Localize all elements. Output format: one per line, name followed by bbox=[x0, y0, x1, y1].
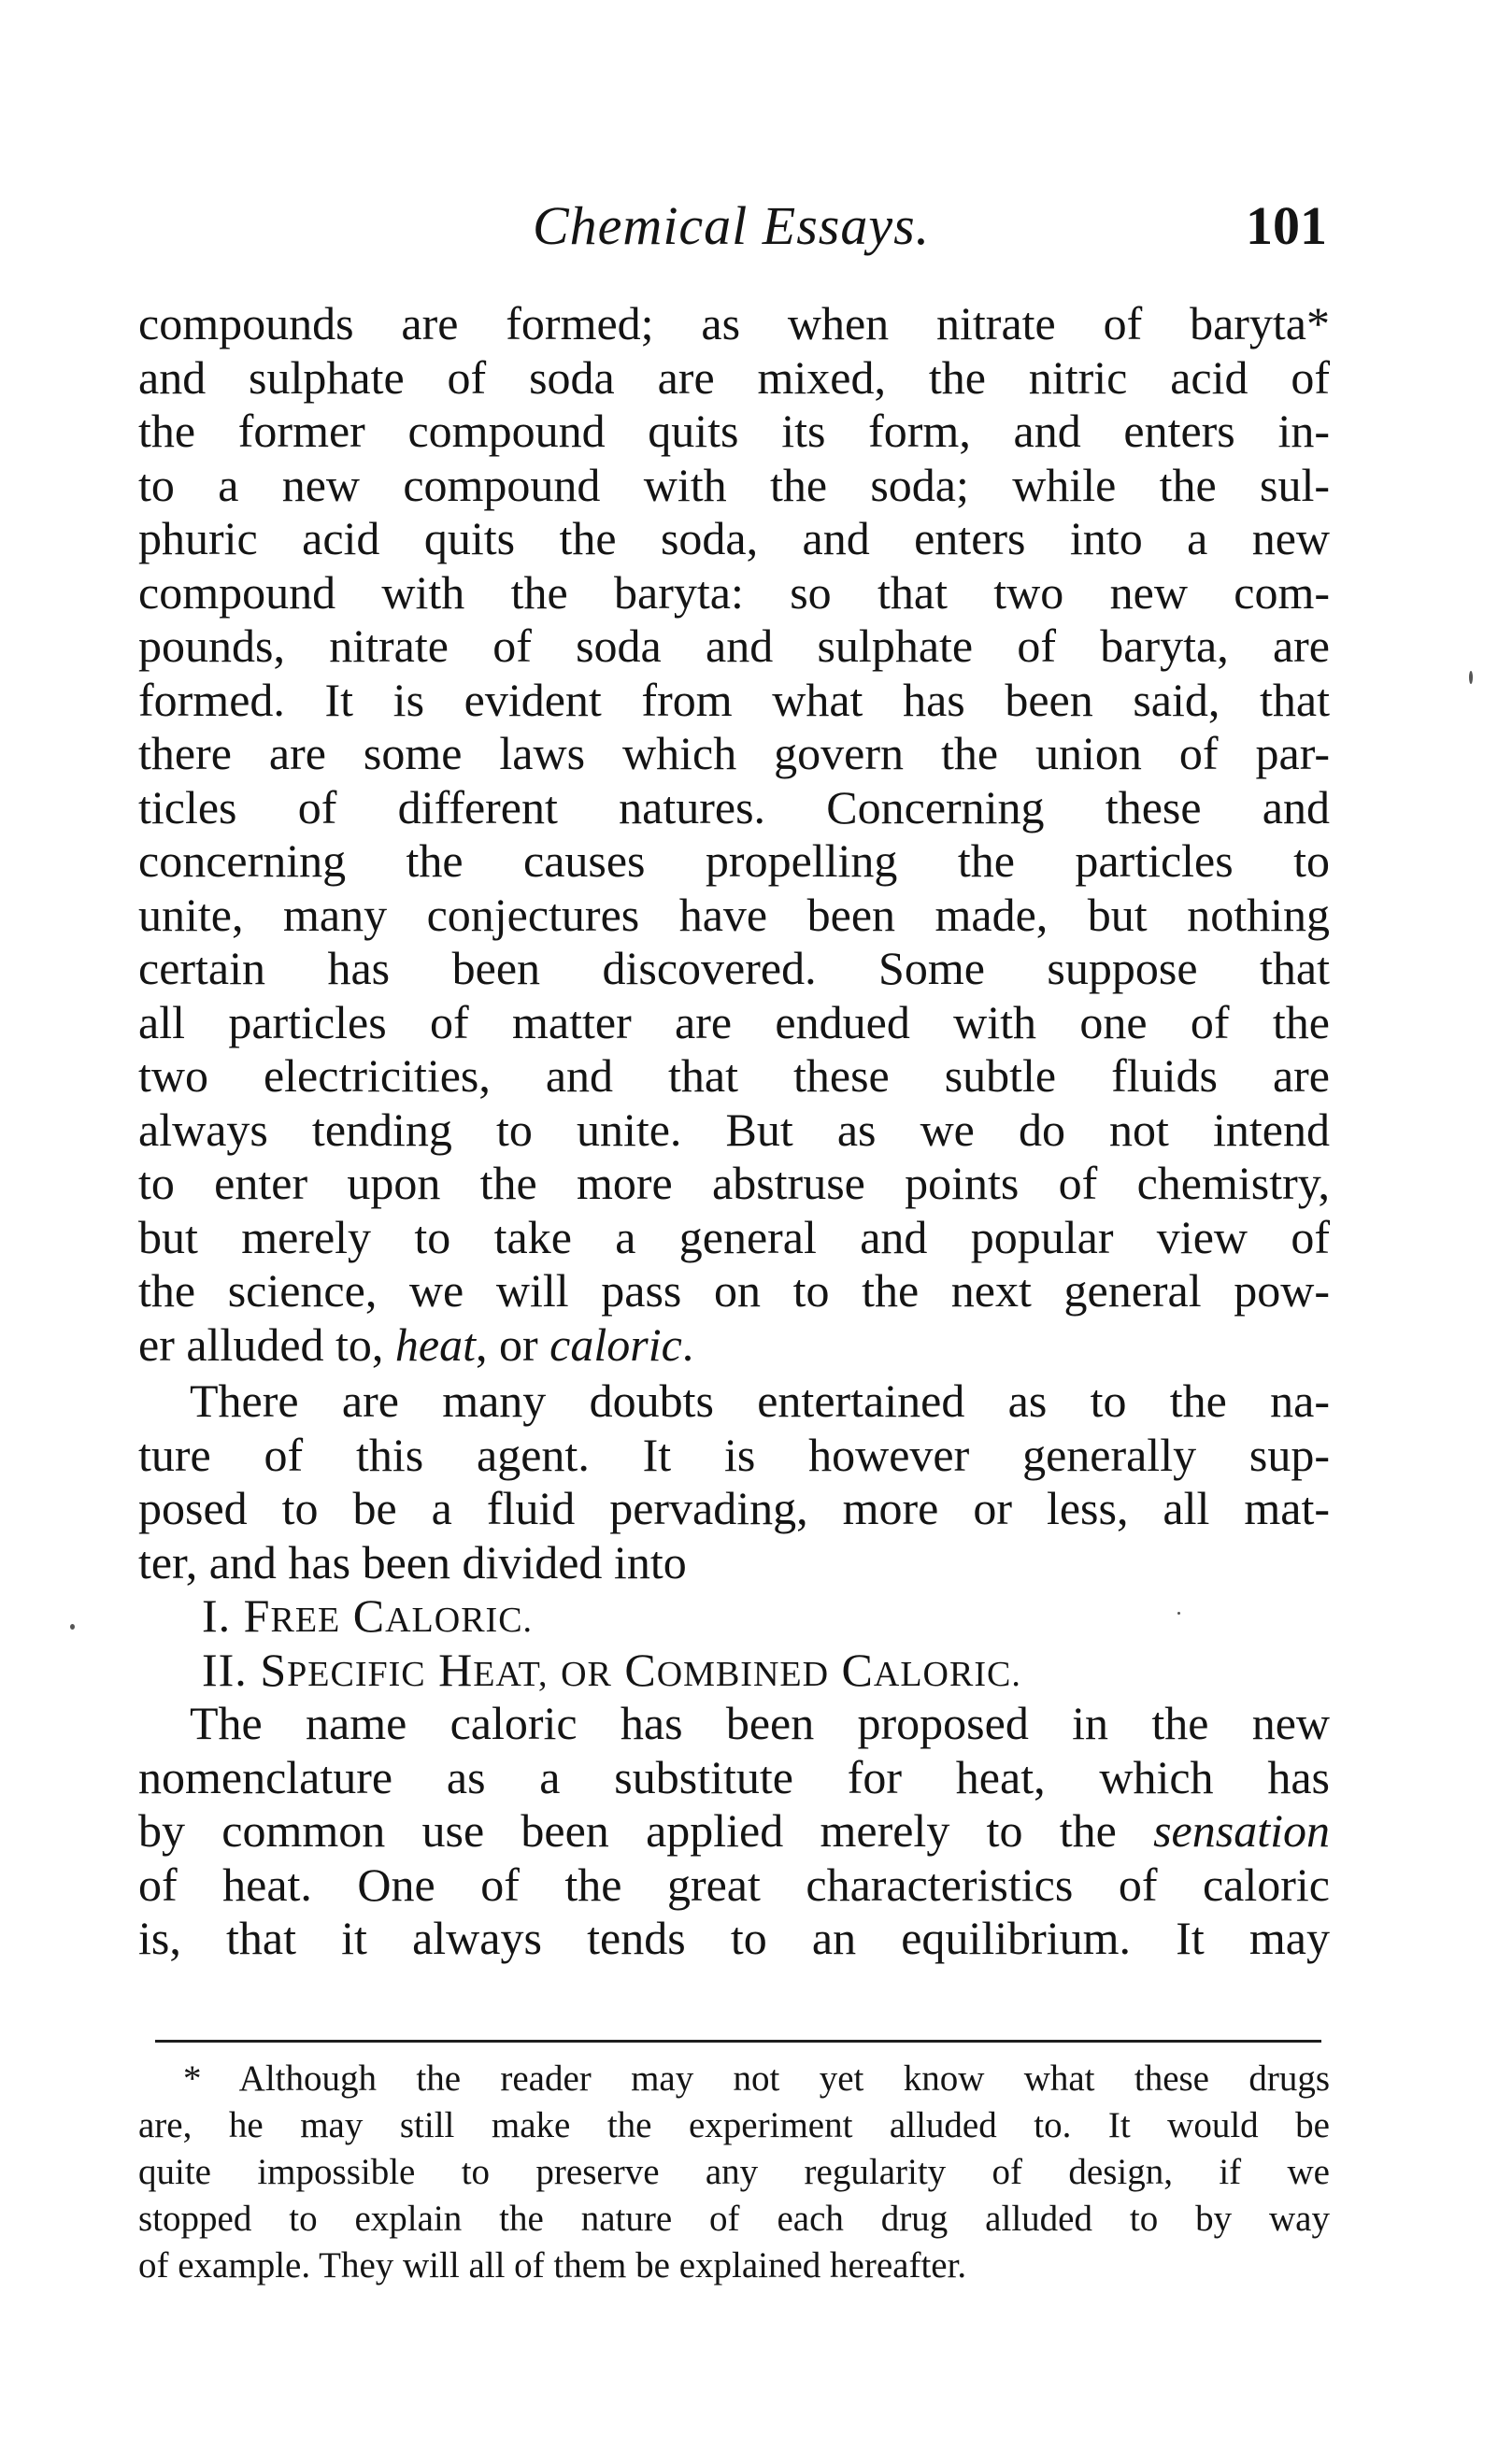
list-item: II. SPECIFIC HEAT, OR COMBINED CALORIC. bbox=[202, 1643, 1021, 1696]
text-run: by common use been applied merely to the bbox=[138, 1804, 1154, 1857]
text-line: ture of this agent. It is however generally sup- bbox=[138, 1428, 1330, 1481]
text-run: . bbox=[681, 1317, 694, 1371]
italic-word: heat bbox=[394, 1317, 476, 1371]
text-line: there are some laws which govern the union of par- bbox=[138, 727, 1330, 779]
text-line bbox=[138, 1318, 1330, 1373]
text-line: phuric acid quits the soda, and enters into a new bbox=[138, 512, 1330, 564]
text-line: ter, and has been divided into bbox=[138, 1535, 687, 1588]
text-line bbox=[138, 1804, 1330, 1859]
footnote-line: * Although the reader may not yet know what these drugs bbox=[183, 2058, 1330, 2099]
text-line: of heat. One of the great characteristics of caloric bbox=[138, 1858, 1330, 1911]
text-line: nomenclature as a substitute for heat, which has bbox=[138, 1750, 1330, 1803]
text-line: always tending to unite. But as we do not intend bbox=[138, 1103, 1330, 1156]
text-line: compound with the baryta: so that two new com- bbox=[138, 565, 1330, 619]
text-line: the former compound quits its form, and enters in- bbox=[138, 405, 1330, 457]
body-text bbox=[138, 297, 1330, 1966]
paragraph-3 bbox=[138, 1697, 1330, 1966]
text-line: and sulphate of soda are mixed, the nitric acid of bbox=[138, 350, 1330, 404]
text-line: posed to be a fluid pervading, more or less, all mat- bbox=[138, 1482, 1330, 1534]
text-line: compounds are formed; as when nitrate of baryta* bbox=[138, 297, 1330, 349]
text-line: ticles of different natures. Concerning these and bbox=[138, 780, 1330, 833]
text-line: all particles of matter are endued with one of the bbox=[138, 995, 1330, 1048]
paragraph-1 bbox=[138, 297, 1330, 1372]
text-line: formed. It is evident from what has been said, that bbox=[138, 673, 1330, 726]
footnote-line: are, he may still make the experiment alluded to. It would be bbox=[138, 2105, 1330, 2145]
text-line: certain has been discovered. Some suppose that bbox=[138, 942, 1330, 994]
page-number: 101 bbox=[1246, 195, 1327, 256]
text-line: the science, we will pass on to the next general pow- bbox=[138, 1264, 1330, 1317]
text-line: is, that it always tends to an equilibrium. It may bbox=[138, 1912, 1330, 1964]
italic-word: caloric bbox=[549, 1317, 682, 1371]
text-line: to enter upon the more abstruse points of chemistry, bbox=[138, 1157, 1330, 1209]
list-item: I. FREE CALORIC. bbox=[202, 1589, 534, 1642]
text-line: to a new compound with the soda; while the sul- bbox=[138, 458, 1330, 511]
footnote-line: stopped to explain the nature of each drug alluded to by way bbox=[138, 2199, 1330, 2239]
text-line: concerning the causes propelling the particles to bbox=[138, 834, 1330, 887]
text-line: but merely to take a general and popular view of bbox=[138, 1210, 1330, 1263]
text-line: The name caloric has been proposed in the new bbox=[190, 1697, 1330, 1749]
text-line: unite, many conjectures have been made, but nothing bbox=[138, 888, 1330, 941]
footnote-rule bbox=[155, 2040, 1321, 2043]
footnote-line: quite impossible to preserve any regularity of design, if we bbox=[138, 2152, 1330, 2192]
footnote-line: of example. They will all of them be explained hereafter. bbox=[138, 2245, 967, 2286]
text-line: There are many doubts entertained as to the na- bbox=[190, 1374, 1330, 1427]
running-title: Chemical Essays. bbox=[533, 195, 931, 256]
text-line: two electricities, and that these subtle fluids are bbox=[138, 1049, 1330, 1102]
paragraph-2 bbox=[138, 1374, 1330, 1589]
text-line: pounds, nitrate of soda and sulphate of baryta, are bbox=[138, 620, 1330, 672]
text-run: , or bbox=[476, 1317, 550, 1371]
italic-word: sensation bbox=[1153, 1804, 1330, 1857]
text-run: er alluded to, bbox=[138, 1317, 395, 1371]
footnote bbox=[138, 2056, 1330, 2289]
running-head bbox=[140, 194, 1327, 260]
caloric-list bbox=[138, 1589, 1330, 1697]
